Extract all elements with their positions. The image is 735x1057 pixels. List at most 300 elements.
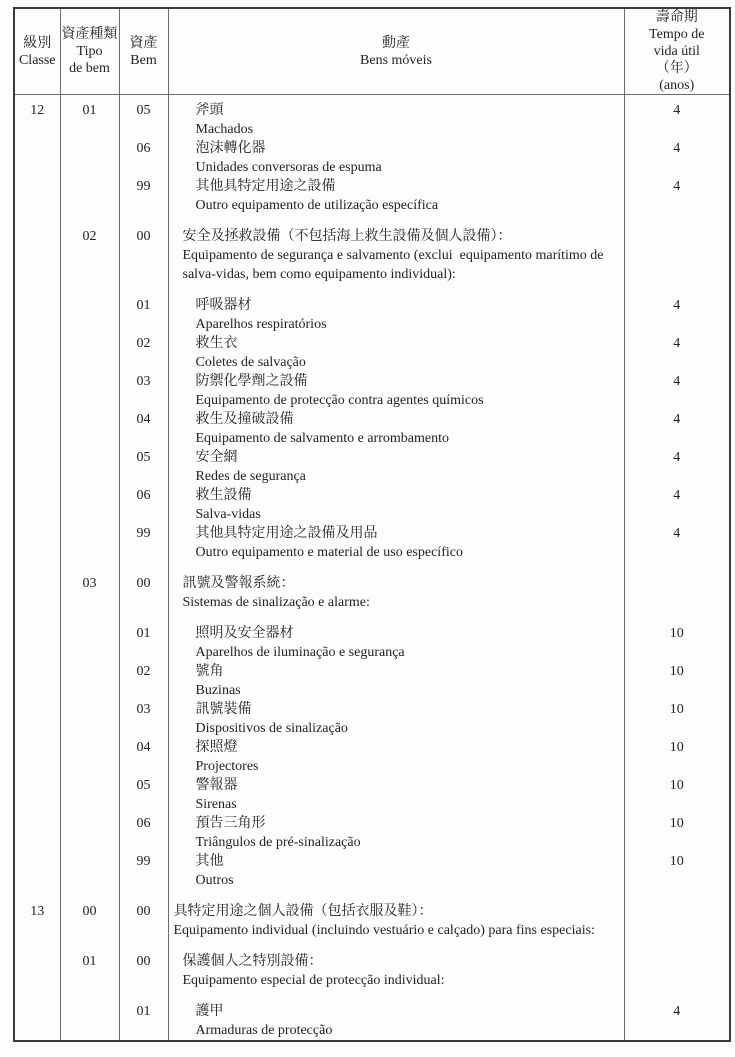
bem-code: 00 xyxy=(119,952,168,971)
entry-continuation-line xyxy=(14,265,730,284)
useful-life-value: 4 xyxy=(624,410,730,429)
entry-first-line xyxy=(14,372,730,391)
bem-code: 01 xyxy=(119,1002,168,1021)
bem-code xyxy=(119,246,168,265)
tipo-code xyxy=(60,505,119,524)
spacer-cell xyxy=(60,940,119,952)
asset-name-pt: Triângulos de pré-sinalização xyxy=(168,833,624,852)
bem-code: 00 xyxy=(119,574,168,593)
spacer-cell xyxy=(624,890,730,902)
class-code xyxy=(14,738,60,757)
class-code xyxy=(14,814,60,833)
entry-first-line xyxy=(14,448,730,467)
useful-life-value xyxy=(624,871,730,890)
useful-life-value: 4 xyxy=(624,448,730,467)
asset-name-pt: Machados xyxy=(168,120,624,139)
useful-life-value: 10 xyxy=(624,852,730,871)
bem-code xyxy=(119,429,168,448)
class-code xyxy=(14,467,60,486)
bem-code: 05 xyxy=(119,448,168,467)
class-code xyxy=(14,833,60,852)
useful-life-value: 4 xyxy=(624,139,730,158)
asset-name-zh: 安全及拯救設備（不包括海上救生設備及個人設備）： xyxy=(168,227,624,246)
tipo-code xyxy=(60,1002,119,1021)
spacer-cell xyxy=(60,990,119,1002)
bem-code xyxy=(119,757,168,776)
bem-code: 04 xyxy=(119,738,168,757)
spacer-cell xyxy=(168,890,624,902)
entry-continuation-line xyxy=(14,467,730,486)
spacer-cell xyxy=(624,612,730,624)
class-code xyxy=(14,1021,60,1040)
useful-life-value xyxy=(624,315,730,334)
filler-cell xyxy=(168,1040,624,1042)
useful-life-value: 4 xyxy=(624,486,730,505)
header-line: 動產 xyxy=(382,35,410,51)
spacer-cell xyxy=(168,990,624,1002)
useful-life-value xyxy=(624,196,730,215)
asset-name-pt: Equipamento individual (incluindo vestuário e calçado) para fins especiais: xyxy=(168,921,624,940)
tipo-code xyxy=(60,410,119,429)
tipo-code xyxy=(60,700,119,719)
useful-life-value xyxy=(624,795,730,814)
bem-code xyxy=(119,467,168,486)
spacer-cell xyxy=(168,612,624,624)
tipo-code xyxy=(60,971,119,990)
tipo-code xyxy=(60,738,119,757)
spacer-cell xyxy=(624,562,730,574)
spacer-cell xyxy=(60,612,119,624)
asset-name-zh: 斧頭 xyxy=(168,101,624,120)
useful-life-value: 4 xyxy=(624,1002,730,1021)
asset-depreciation-table xyxy=(13,7,731,1042)
entry-continuation-line xyxy=(14,757,730,776)
useful-life-value xyxy=(624,681,730,700)
class-code xyxy=(14,624,60,643)
entry-continuation-line xyxy=(14,120,730,139)
entry-first-line xyxy=(14,776,730,795)
tipo-code xyxy=(60,814,119,833)
entry-first-line xyxy=(14,662,730,681)
class-code xyxy=(14,177,60,196)
useful-life-value: 4 xyxy=(624,334,730,353)
class-code xyxy=(14,410,60,429)
tipo-code xyxy=(60,177,119,196)
bem-code: 03 xyxy=(119,372,168,391)
tipo-code: 01 xyxy=(60,101,119,120)
class-code xyxy=(14,795,60,814)
asset-name-zh: 其他具特定用途之設備及用品 xyxy=(168,524,624,543)
spacer-row xyxy=(14,612,730,624)
spacer-cell xyxy=(119,990,168,1002)
asset-name-pt: Unidades conversoras de espuma xyxy=(168,158,624,177)
table-body xyxy=(14,95,730,1042)
entry-first-line xyxy=(14,738,730,757)
class-code xyxy=(14,353,60,372)
asset-name-pt: Outro equipamento e material de uso específico xyxy=(168,543,624,562)
entry-continuation-line xyxy=(14,315,730,334)
useful-life-value: 4 xyxy=(624,177,730,196)
entry-first-line xyxy=(14,410,730,429)
entry-first-line xyxy=(14,101,730,120)
tipo-code xyxy=(60,246,119,265)
bem-code: 01 xyxy=(119,624,168,643)
asset-name-zh: 泡沫轉化器 xyxy=(168,139,624,158)
useful-life-value xyxy=(624,757,730,776)
filler-row xyxy=(14,1040,730,1042)
useful-life-value xyxy=(624,505,730,524)
bem-code: 06 xyxy=(119,814,168,833)
bem-code xyxy=(119,795,168,814)
asset-name-pt: Equipamento especial de protecção individual: xyxy=(168,971,624,990)
bem-code xyxy=(119,643,168,662)
entry-first-line xyxy=(14,952,730,971)
asset-name-pt: Buzinas xyxy=(168,681,624,700)
entry-continuation-line xyxy=(14,246,730,265)
header-line: 資產 xyxy=(129,35,158,51)
asset-name-pt: Equipamento de segurança e salvamento (exclui equipamento marítimo de xyxy=(168,246,624,265)
spacer-cell xyxy=(119,562,168,574)
tipo-code xyxy=(60,296,119,315)
class-code xyxy=(14,391,60,410)
bem-code: 04 xyxy=(119,410,168,429)
bem-code xyxy=(119,719,168,738)
bem-code xyxy=(119,158,168,177)
useful-life-value: 10 xyxy=(624,738,730,757)
useful-life-value: 4 xyxy=(624,296,730,315)
useful-life-value xyxy=(624,246,730,265)
tipo-code xyxy=(60,719,119,738)
header-line: （年） xyxy=(655,61,698,76)
spacer-cell xyxy=(14,890,60,902)
spacer-cell xyxy=(14,990,60,1002)
tipo-code xyxy=(60,524,119,543)
class-code xyxy=(14,524,60,543)
spacer-cell xyxy=(14,284,60,296)
useful-life-value xyxy=(624,1021,730,1040)
useful-life-value xyxy=(624,952,730,971)
bem-code xyxy=(119,921,168,940)
entry-first-line xyxy=(14,814,730,833)
tipo-code xyxy=(60,334,119,353)
entry-first-line xyxy=(14,334,730,353)
header-line: Classe xyxy=(18,52,56,68)
tipo-code: 01 xyxy=(60,952,119,971)
asset-name-pt: Sistemas de sinalização e alarme: xyxy=(168,593,624,612)
entry-first-line xyxy=(14,139,730,158)
entry-continuation-line xyxy=(14,681,730,700)
asset-name-zh: 防禦化學劑之設備 xyxy=(168,372,624,391)
entry-continuation-line xyxy=(14,505,730,524)
asset-name-pt: Aparelhos respiratórios xyxy=(168,315,624,334)
asset-name-zh: 救生及撞破設備 xyxy=(168,410,624,429)
entry-continuation-line xyxy=(14,921,730,940)
spacer-cell xyxy=(60,890,119,902)
spacer-cell xyxy=(60,562,119,574)
header-line: 壽命期 xyxy=(655,10,698,25)
entry-first-line xyxy=(14,624,730,643)
entry-continuation-line xyxy=(14,391,730,410)
tipo-code xyxy=(60,681,119,700)
useful-life-value xyxy=(624,719,730,738)
bem-code: 99 xyxy=(119,177,168,196)
spacer-cell xyxy=(14,562,60,574)
bem-code: 03 xyxy=(119,700,168,719)
header-line: Tipo xyxy=(76,44,103,59)
entry-continuation-line xyxy=(14,196,730,215)
tipo-code xyxy=(60,353,119,372)
filler-cell xyxy=(119,1040,168,1042)
spacer-cell xyxy=(60,215,119,227)
tipo-code: 00 xyxy=(60,902,119,921)
entry-continuation-line xyxy=(14,429,730,448)
class-code xyxy=(14,700,60,719)
spacer-cell xyxy=(60,284,119,296)
tipo-code xyxy=(60,852,119,871)
entry-first-line xyxy=(14,700,730,719)
useful-life-value xyxy=(624,429,730,448)
useful-life-value xyxy=(624,971,730,990)
class-code xyxy=(14,543,60,562)
bem-code xyxy=(119,120,168,139)
bem-code: 01 xyxy=(119,296,168,315)
bem-code: 00 xyxy=(119,227,168,246)
tipo-code xyxy=(60,776,119,795)
tipo-code xyxy=(60,543,119,562)
header-line: Bem xyxy=(130,52,157,68)
class-code xyxy=(14,871,60,890)
spacer-row xyxy=(14,890,730,902)
asset-name-pt: Equipamento de protecção contra agentes químicos xyxy=(168,391,624,410)
asset-name-zh: 救生衣 xyxy=(168,334,624,353)
class-code xyxy=(14,921,60,940)
bem-code xyxy=(119,681,168,700)
class-code xyxy=(14,246,60,265)
useful-life-value xyxy=(624,227,730,246)
asset-name-pt: Aparelhos de iluminação e segurança xyxy=(168,643,624,662)
useful-life-value xyxy=(624,643,730,662)
asset-name-zh: 號角 xyxy=(168,662,624,681)
useful-life-value xyxy=(624,574,730,593)
tipo-code xyxy=(60,921,119,940)
tipo-code xyxy=(60,196,119,215)
useful-life-value xyxy=(624,391,730,410)
class-code xyxy=(14,448,60,467)
entry-continuation-line xyxy=(14,1021,730,1040)
header-col-vida-util xyxy=(624,8,730,95)
useful-life-value xyxy=(624,265,730,284)
class-code xyxy=(14,265,60,284)
spacer-cell xyxy=(624,940,730,952)
entry-continuation-line xyxy=(14,833,730,852)
asset-name-zh: 照明及安全器材 xyxy=(168,624,624,643)
bem-code xyxy=(119,353,168,372)
spacer-cell xyxy=(14,940,60,952)
asset-name-zh: 具特定用途之個人設備（包括衣服及鞋）： xyxy=(168,902,624,921)
filler-cell xyxy=(624,1040,730,1042)
spacer-cell xyxy=(168,215,624,227)
asset-name-pt: Outros xyxy=(168,871,624,890)
header-col-class xyxy=(14,8,60,95)
spacer-cell xyxy=(624,990,730,1002)
spacer-cell xyxy=(119,215,168,227)
entry-continuation-line xyxy=(14,719,730,738)
bem-code: 06 xyxy=(119,486,168,505)
useful-life-value: 4 xyxy=(624,524,730,543)
entry-first-line xyxy=(14,177,730,196)
bem-code: 00 xyxy=(119,902,168,921)
bem-code xyxy=(119,265,168,284)
spacer-cell xyxy=(119,940,168,952)
header-col-tipo xyxy=(60,8,119,95)
tipo-code xyxy=(60,429,119,448)
tipo-code xyxy=(60,139,119,158)
entry-continuation-line xyxy=(14,158,730,177)
class-code xyxy=(14,227,60,246)
entry-first-line xyxy=(14,1002,730,1021)
header-col-bens-moveis xyxy=(168,8,624,95)
class-code xyxy=(14,662,60,681)
bem-code: 05 xyxy=(119,101,168,120)
entry-first-line xyxy=(14,574,730,593)
entry-first-line xyxy=(14,524,730,543)
bem-code xyxy=(119,971,168,990)
table-header-row xyxy=(14,8,730,95)
spacer-cell xyxy=(119,612,168,624)
header-line: 級別 xyxy=(23,35,52,51)
asset-name-pt: Coletes de salvação xyxy=(168,353,624,372)
asset-name-zh: 呼吸器材 xyxy=(168,296,624,315)
spacer-row xyxy=(14,940,730,952)
asset-name-zh: 訊號裝備 xyxy=(168,700,624,719)
asset-name-zh: 預告三角形 xyxy=(168,814,624,833)
useful-life-value: 4 xyxy=(624,372,730,391)
useful-life-value: 10 xyxy=(624,662,730,681)
useful-life-value xyxy=(624,120,730,139)
useful-life-value xyxy=(624,543,730,562)
useful-life-value: 10 xyxy=(624,814,730,833)
entry-continuation-line xyxy=(14,871,730,890)
class-code xyxy=(14,719,60,738)
asset-name-pt: Salva-vidas xyxy=(168,505,624,524)
bem-code: 05 xyxy=(119,776,168,795)
spacer-cell xyxy=(14,215,60,227)
class-code xyxy=(14,852,60,871)
bem-code: 02 xyxy=(119,662,168,681)
tipo-code xyxy=(60,593,119,612)
tipo-code xyxy=(60,315,119,334)
entry-continuation-line xyxy=(14,643,730,662)
spacer-row xyxy=(14,284,730,296)
tipo-code xyxy=(60,486,119,505)
entry-continuation-line xyxy=(14,543,730,562)
bem-code xyxy=(119,543,168,562)
spacer-row xyxy=(14,990,730,1002)
filler-cell xyxy=(14,1040,60,1042)
entry-continuation-line xyxy=(14,795,730,814)
asset-name-pt: Armaduras de protecção xyxy=(168,1021,624,1040)
tipo-code xyxy=(60,662,119,681)
tipo-code xyxy=(60,833,119,852)
asset-name-zh: 安全網 xyxy=(168,448,624,467)
header-line: (anos) xyxy=(659,78,695,93)
asset-name-zh: 訊號及警報系統： xyxy=(168,574,624,593)
entry-first-line xyxy=(14,296,730,315)
spacer-row xyxy=(14,215,730,227)
class-code xyxy=(14,429,60,448)
class-code xyxy=(14,952,60,971)
useful-life-value: 10 xyxy=(624,776,730,795)
entry-continuation-line xyxy=(14,971,730,990)
asset-name-pt: Dispositivos de sinalização xyxy=(168,719,624,738)
asset-name-pt: Projectores xyxy=(168,757,624,776)
entry-continuation-line xyxy=(14,353,730,372)
class-code xyxy=(14,505,60,524)
tipo-code xyxy=(60,448,119,467)
asset-name-pt: Sirenas xyxy=(168,795,624,814)
asset-name-zh: 救生設備 xyxy=(168,486,624,505)
class-code: 12 xyxy=(30,102,45,118)
asset-name-zh: 其他具特定用途之設備 xyxy=(168,177,624,196)
tipo-code: 03 xyxy=(60,574,119,593)
class-code xyxy=(14,486,60,505)
bem-code: 02 xyxy=(119,334,168,353)
tipo-code xyxy=(60,120,119,139)
entry-first-line xyxy=(14,227,730,246)
class-code xyxy=(14,196,60,215)
spacer-cell xyxy=(624,215,730,227)
class-code xyxy=(14,158,60,177)
bem-code: 06 xyxy=(119,139,168,158)
tipo-code xyxy=(60,757,119,776)
entry-first-line xyxy=(14,486,730,505)
useful-life-value xyxy=(624,833,730,852)
spacer-cell xyxy=(119,890,168,902)
class-code xyxy=(14,593,60,612)
class-code xyxy=(14,120,60,139)
class-code xyxy=(14,1002,60,1021)
entry-continuation-line xyxy=(14,593,730,612)
spacer-cell xyxy=(624,284,730,296)
header-line: vida útil xyxy=(653,44,700,59)
class-code: 13 xyxy=(30,903,45,919)
bem-code: 99 xyxy=(119,852,168,871)
class-code xyxy=(14,757,60,776)
class-code xyxy=(14,971,60,990)
class-code xyxy=(14,681,60,700)
asset-name-zh: 其他 xyxy=(168,852,624,871)
useful-life-value: 4 xyxy=(624,101,730,120)
tipo-code xyxy=(60,624,119,643)
filler-cell xyxy=(60,1040,119,1042)
useful-life-value xyxy=(624,353,730,372)
class-code xyxy=(14,372,60,391)
tipo-code: 02 xyxy=(60,227,119,246)
useful-life-value xyxy=(624,467,730,486)
asset-name-zh: 保護個人之特別設備： xyxy=(168,952,624,971)
tipo-code xyxy=(60,391,119,410)
entry-first-line xyxy=(14,852,730,871)
asset-name-pt: Outro equipamento de utilização específica xyxy=(168,196,624,215)
asset-name-zh: 護甲 xyxy=(168,1002,624,1021)
header-line: de bem xyxy=(69,61,110,76)
useful-life-value xyxy=(624,158,730,177)
spacer-cell xyxy=(168,562,624,574)
bem-code xyxy=(119,1021,168,1040)
useful-life-value xyxy=(624,593,730,612)
class-code xyxy=(14,643,60,662)
header-line: Tempo de xyxy=(649,27,705,42)
